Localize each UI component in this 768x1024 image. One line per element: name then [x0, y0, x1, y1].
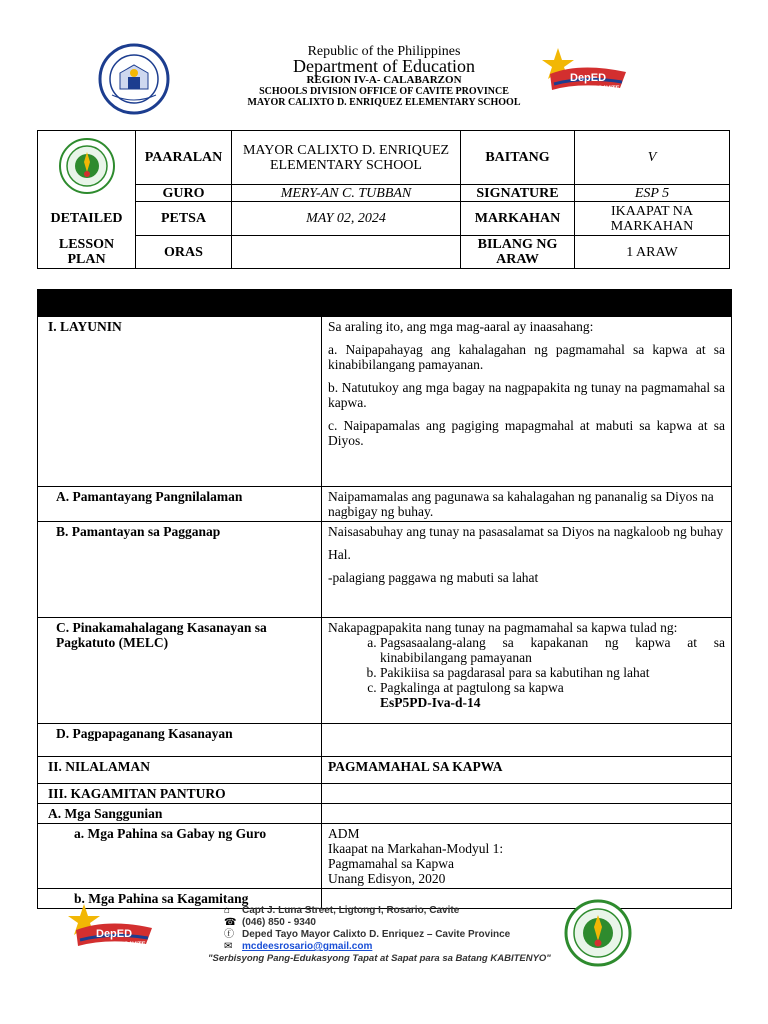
melc-item: b. Pakikiisa sa pagdarasal para sa kabutihan ng lahat [380, 665, 725, 680]
gabay-label: a. Mga Pahina sa Gabay ng Guro [38, 824, 322, 889]
markahan-label: MARKAHAN [461, 202, 575, 236]
nilalaman-label: II. NILALAMAN [38, 757, 322, 784]
melc-content [322, 618, 732, 724]
svg-text:CAVITE: CAVITE [124, 942, 146, 948]
sanggunian-label: A. Mga Sanggunian [38, 804, 322, 824]
layunin-intro: Sa araling ito, ang mga mag-aaral ay inaasahang: [328, 319, 594, 334]
gabay-line: Ikaapat na Markahan-Modyul 1: [328, 841, 504, 856]
petsa-label: PETSA [136, 202, 232, 236]
baitang-value: V [575, 131, 730, 185]
oras-label: ORAS [136, 236, 232, 269]
pamantayang-pangnilalaman-value: Naipamamalas ang pagunawa sa kahalagahan ng pananalig sa Diyos na nagbigay ng buhay. [322, 487, 732, 522]
markahan-value: IKAAPAT NA MARKAHAN [575, 202, 730, 236]
bilang-value: 1 ARAW [575, 236, 730, 269]
oras-value [232, 236, 461, 269]
layunin-b: b. Natutukoy ang mga bagay na nagpapakita ng tunay na pagmamahal sa kapwa. [328, 380, 725, 410]
footer-phone: (046) 850 - 9340 [242, 917, 316, 928]
header-bar-left [38, 290, 322, 317]
nilalaman-value: PAGMAMAHAL SA KAPWA [322, 757, 732, 784]
email-icon: ✉ [224, 941, 233, 952]
pamantayan-pagganap-example: -palagiang paggawa ng mabuti sa lahat [328, 570, 539, 585]
melc-item: a. Pagsasaalang-alang sa kapakanan ng kapwa at sa kinabibilangang pamayanan [380, 635, 725, 665]
school-logo-icon [59, 138, 115, 194]
footer-address: Capt J. Luna Street, Ligtong I, Rosario, Cavite [242, 905, 460, 916]
pamantayan-pagganap-value: Naisasabuhay ang tunay na pasasalamat sa Diyos na nagkaloob ng buhay [328, 524, 724, 539]
gabay-content [322, 824, 732, 889]
dll-title-1: DETAILED [38, 202, 136, 236]
melc-intro: Nakapagpapakita nang tunay na pagmamahal sa kapwa tulad ng: [328, 620, 678, 635]
school-footer-logo [564, 899, 632, 967]
melc-list [328, 635, 725, 695]
republic-text: Republic of the Philippines [307, 44, 461, 59]
layunin-label: I. LAYUNIN [38, 317, 322, 487]
signature-label: SIGNATURE [461, 185, 575, 202]
footer-tagline: "Serbisyong Pang-Edukasyong Tapat at Sapat para sa Batang KABITENYO" [208, 953, 551, 964]
footer-email[interactable]: mcdeesrosario@gmail.com [242, 941, 373, 952]
bilang-label: BILANG NG ARAW [461, 236, 575, 269]
division-text: SCHOOLS DIVISION OFFICE OF CAVITE PROVINCE [259, 86, 509, 97]
layunin-a: a. Naipapahayag ang kahalagahan ng pagmamahal sa kapwa at sa kinabibilangang pamayanan. [328, 342, 725, 372]
paaralan-label: PAARALAN [136, 131, 232, 185]
building-icon: ⌂ [224, 905, 231, 916]
paaralan-value: MAYOR CALIXTO D. ENRIQUEZ ELEMENTARY SCHOOL [232, 131, 461, 185]
school-name-header: MAYOR CALIXTO D. ENRIQUEZ ELEMENTARY SCHOOL [247, 97, 521, 108]
school-logo-cell [38, 131, 136, 202]
deped-cavite-logo [540, 44, 630, 99]
lesson-info-table [37, 130, 730, 269]
svg-text:CAVITE: CAVITE [598, 86, 620, 92]
gabay-line: Pagmamahal sa Kapwa [328, 856, 454, 871]
facebook-icon: ⓕ [224, 929, 234, 940]
header-bar-right [322, 290, 732, 317]
melc-item: c. Pagkalinga at pagtulong sa kapwa [380, 680, 725, 695]
pagpapaganang-label: D. Pagpapaganang Kasanayan [38, 724, 322, 757]
dll-title-2: LESSON PLAN [38, 236, 136, 269]
deped-cavite-footer-logo [68, 902, 156, 957]
pamantayan-pagganap-content [322, 522, 732, 618]
pamantayan-pagganap-label: B. Pamantayan sa Pagganap [38, 522, 322, 618]
pamantayan-pagganap-hal: Hal. [328, 547, 351, 562]
petsa-value: MAY 02, 2024 [232, 202, 461, 236]
svg-text:DepED: DepED [96, 928, 133, 940]
kagamitan-value [322, 784, 732, 804]
phone-icon: ☎ [224, 917, 237, 928]
signature-value: ESP 5 [575, 185, 730, 202]
lesson-content-table [37, 289, 732, 909]
sanggunian-value [322, 804, 732, 824]
melc-label: C. Pinakamahalagang Kasanayan sa Pagkatuto (MELC) [38, 618, 322, 724]
melc-code: EsP5PD-Iva-d-14 [380, 695, 481, 710]
pamantayang-pangnilalaman-label: A. Pamantayang Pangnilalaman [38, 487, 322, 522]
pagpapaganang-value [322, 724, 732, 757]
svg-text:DepED: DepED [570, 72, 607, 84]
gabay-line: ADM [328, 826, 360, 841]
guro-value: MERY-AN C. TUBBAN [232, 185, 461, 202]
guro-label: GURO [136, 185, 232, 202]
department-title: Department of Education [293, 56, 475, 76]
region-text: REGION IV-A- CALABARZON [306, 74, 462, 86]
layunin-content [322, 317, 732, 487]
layunin-c: c. Naipapamalas ang pagiging mapagmahal at mabuti sa kapwa at sa Diyos. [328, 418, 725, 448]
gabay-line: Unang Edisyon, 2020 [328, 871, 446, 886]
kagamitan-label: III. KAGAMITAN PANTURO [38, 784, 322, 804]
kagamitang-label: b. Mga Pahina sa Kagamitang [38, 889, 322, 909]
baitang-label: BAITANG [461, 131, 575, 185]
footer-facebook: Deped Tayo Mayor Calixto D. Enriquez – Cavite Province [242, 929, 511, 940]
